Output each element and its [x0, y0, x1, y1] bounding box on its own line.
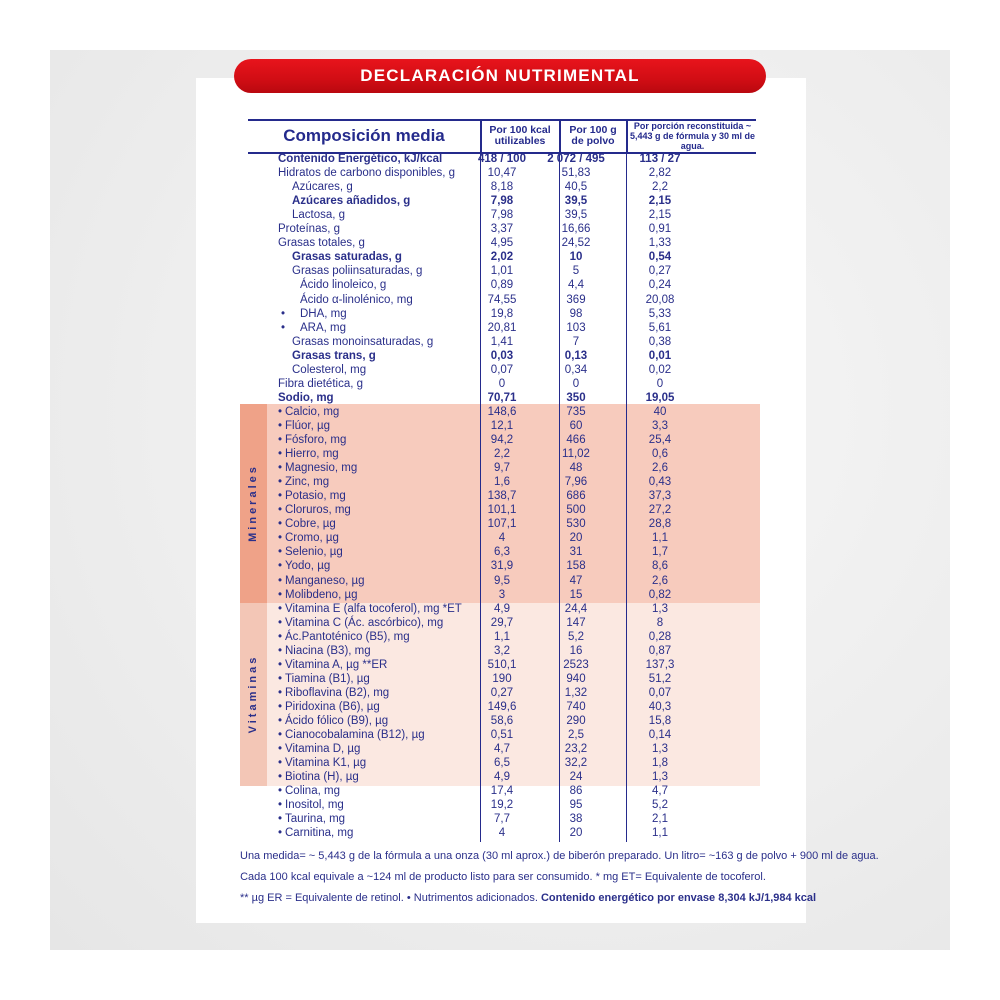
header-divider [559, 119, 561, 154]
nutrient-name: Vitamina C (Ác. ascórbico), mg [285, 617, 444, 629]
value-v1: 19,8 [490, 308, 514, 320]
value-v1: 101,1 [487, 504, 517, 516]
nutrient-name: Grasas monoinsaturadas, g [292, 336, 434, 348]
value-v3: 2,1 [652, 813, 668, 825]
value-v2: 15 [569, 589, 583, 601]
value-v2: 31 [569, 546, 583, 558]
value-v3: 1,3 [652, 743, 668, 755]
nutrient-name: Cloruros, mg [285, 504, 351, 516]
value-v1: 138,7 [487, 490, 517, 502]
value-v1: 20,81 [487, 322, 517, 334]
header-per-portion: Por porción reconstituida ~ 5,443 g de fórmula y 30 ml de agua. [629, 121, 756, 151]
nutrient-name: Taurina, mg [285, 813, 346, 825]
value-v2: 735 [566, 406, 586, 418]
value-v3: 137,3 [645, 659, 675, 671]
value-v1: 94,2 [490, 434, 514, 446]
nutrient-name: Vitamina D, µg [285, 743, 361, 755]
value-v2: 48 [569, 462, 583, 474]
value-v1: 1,01 [490, 265, 514, 277]
nutrient-name: Calcio, mg [285, 406, 340, 418]
header-divider [480, 119, 482, 154]
value-v3: 20,08 [645, 294, 675, 306]
value-v2: 23,2 [564, 743, 588, 755]
bullet-icon: • [278, 603, 283, 615]
value-v3: 8 [656, 617, 664, 629]
bullet-icon: • [278, 448, 283, 460]
value-v1: 9,5 [494, 575, 510, 587]
vitamins-label: Vitaminas [247, 654, 259, 734]
value-v2: 530 [566, 518, 586, 530]
value-v2: 11,02 [562, 448, 590, 460]
value-v1: 418 / 100 [478, 153, 526, 165]
value-v1: 70,71 [487, 392, 517, 404]
nutrient-name: Yodo, µg [285, 560, 331, 572]
value-v3: 8,6 [652, 560, 668, 572]
bullet-icon: • [278, 476, 283, 488]
value-v1: 7,98 [490, 195, 514, 207]
value-v3: 27,2 [648, 504, 672, 516]
value-v1: 7,7 [494, 813, 510, 825]
value-v3: 0,38 [648, 336, 672, 348]
value-v1: 0 [498, 378, 506, 390]
value-v1: 29,7 [490, 617, 514, 629]
value-v2: 103 [566, 322, 586, 334]
bullet-icon: • [278, 785, 283, 797]
value-v1: 1,6 [494, 476, 510, 488]
nutrient-name: Ác.Pantoténico (B5), mg [285, 631, 410, 643]
value-v1: 149,6 [487, 701, 517, 713]
value-v1: 510,1 [487, 659, 517, 671]
value-v1: 12,1 [490, 420, 514, 432]
value-v3: 4,7 [652, 785, 668, 797]
value-v2: 686 [566, 490, 586, 502]
nutrient-name: Flúor, µg [285, 420, 330, 432]
nutrient-name: Cobre, µg [285, 518, 336, 530]
nutrient-name: Tiamina (B1), µg [285, 673, 370, 685]
nutrient-name: Vitamina E (alfa tocoferol), mg *ET [285, 603, 462, 615]
bullet-icon: • [281, 322, 286, 334]
value-v3: 3,3 [652, 420, 668, 432]
value-v1: 4,9 [494, 603, 510, 615]
nutrient-name: Biotina (H), µg [285, 771, 359, 783]
value-v3: 1,8 [652, 757, 668, 769]
value-v2: 24 [569, 771, 583, 783]
value-v2: 10 [569, 251, 583, 263]
value-v2: 940 [566, 673, 586, 685]
value-v2: 2 072 / 495 [547, 153, 605, 165]
value-v2: 0 [572, 378, 580, 390]
value-v1: 4,95 [490, 237, 514, 249]
nutrient-name: Selenio, µg [285, 546, 343, 558]
value-v3: 37,3 [648, 490, 672, 502]
value-v3: 2,15 [648, 195, 672, 207]
value-v2: 158 [566, 560, 586, 572]
value-v3: 0,14 [648, 729, 672, 741]
bullet-icon: • [278, 589, 283, 601]
value-v2: 0,13 [564, 350, 588, 362]
nutrient-name: Hierro, mg [285, 448, 339, 460]
nutrient-name: Niacina (B3), mg [285, 645, 371, 657]
header-divider [626, 119, 628, 154]
value-v3: 40,3 [648, 701, 672, 713]
nutrient-name: Molibdeno, µg [285, 589, 358, 601]
value-v2: 39,5 [564, 195, 588, 207]
value-v1: 58,6 [490, 715, 514, 727]
value-v2: 20 [569, 532, 583, 544]
nutrient-name: Proteínas, g [278, 223, 341, 235]
value-v1: 7,98 [490, 209, 514, 221]
nutrient-name: Ácido fólico (B9), µg [285, 715, 389, 727]
value-v3: 0,27 [648, 265, 672, 277]
bullet-icon: • [278, 715, 283, 727]
value-v3: 0,82 [648, 589, 672, 601]
value-v2: 60 [569, 420, 583, 432]
nutrient-name: Cromo, µg [285, 532, 339, 544]
nutrient-name: Carnitina, mg [285, 827, 354, 839]
nutrient-name: Ácido α-linolénico, mg [300, 294, 413, 306]
nutrient-name: Zinc, mg [285, 476, 330, 488]
bullet-icon: • [278, 462, 283, 474]
value-v2: 466 [566, 434, 586, 446]
value-v1: 74,55 [487, 294, 517, 306]
footer-line-2: Cada 100 kcal equivale a ~124 ml de producto listo para ser consumido. * mg ET= Equivalente de tocoferol. [240, 871, 766, 883]
value-v3: 1,1 [652, 827, 668, 839]
nutrient-name: Grasas totales, g [278, 237, 365, 249]
value-v3: 113 / 27 [639, 153, 681, 165]
value-v2: 5,2 [568, 631, 584, 643]
value-v3: 0,07 [648, 687, 672, 699]
bullet-icon: • [278, 701, 283, 713]
nutrient-name: Colina, mg [285, 785, 340, 797]
value-v1: 0,07 [490, 364, 514, 376]
bullet-icon: • [278, 799, 283, 811]
value-v2: 2523 [563, 659, 589, 671]
value-v3: 1,1 [652, 532, 668, 544]
value-v1: 0,27 [490, 687, 514, 699]
value-v2: 1,32 [564, 687, 588, 699]
value-v1: 9,7 [494, 462, 510, 474]
value-v3: 1,3 [652, 603, 668, 615]
value-v2: 5 [572, 265, 580, 277]
value-v1: 4 [498, 532, 506, 544]
value-v2: 16 [569, 645, 583, 657]
nutrient-name: Ácido linoleico, g [300, 279, 387, 291]
footer-line-1: Una medida= ~ 5,443 g de la fórmula a una onza (30 ml aprox.) de biberón preparado. Un litro= ~163 g de polvo + 900 ml de agua. [240, 850, 879, 862]
value-v3: 0 [656, 378, 664, 390]
nutrient-name: Sodio, mg [278, 392, 334, 404]
nutrient-name: Vitamina A, µg **ER [285, 659, 388, 671]
value-v2: 7 [572, 336, 580, 348]
page-title: DECLARACIÓN NUTRIMENTAL [234, 59, 766, 93]
value-v2: 40,5 [564, 181, 588, 193]
value-v3: 1,33 [648, 237, 672, 249]
bullet-icon: • [278, 560, 283, 572]
bullet-icon: • [278, 420, 283, 432]
value-v3: 51,2 [648, 673, 672, 685]
value-v3: 25,4 [648, 434, 672, 446]
value-v2: 38 [569, 813, 583, 825]
bullet-icon: • [278, 827, 283, 839]
value-v1: 10,47 [487, 167, 517, 179]
value-v3: 1,3 [652, 771, 668, 783]
nutrient-name: Fibra dietética, g [278, 378, 364, 390]
value-v3: 2,6 [652, 462, 668, 474]
bullet-icon: • [278, 729, 283, 741]
value-v2: 32,2 [564, 757, 588, 769]
value-v1: 3,37 [490, 223, 514, 235]
value-v2: 369 [566, 294, 586, 306]
value-v2: 95 [569, 799, 583, 811]
nutrient-name: Inositol, mg [285, 799, 344, 811]
value-v2: 24,4 [564, 603, 588, 615]
value-v2: 290 [566, 715, 586, 727]
value-v2: 4,4 [568, 279, 584, 291]
nutrient-name: Contenido Energético, kJ/kcal [278, 153, 443, 165]
nutrient-name: Colesterol, mg [292, 364, 367, 376]
value-v1: 31,9 [490, 560, 514, 572]
bullet-icon: • [281, 308, 286, 320]
bullet-icon: • [278, 813, 283, 825]
bullet-icon: • [278, 575, 283, 587]
value-v1: 2,02 [490, 251, 514, 263]
value-v3: 40 [653, 406, 667, 418]
value-v1: 17,4 [490, 785, 514, 797]
header-composicion: Composición media [283, 126, 445, 145]
bullet-icon: • [278, 743, 283, 755]
value-v1: 2,2 [494, 448, 510, 460]
value-v3: 19,05 [645, 392, 675, 404]
value-v2: 98 [569, 308, 583, 320]
value-v3: 2,82 [648, 167, 672, 179]
nutrient-name: Riboflavina (B2), mg [285, 687, 390, 699]
nutrient-name: Azúcares añadidos, g [292, 195, 411, 207]
value-v1: 8,18 [490, 181, 514, 193]
value-v2: 24,52 [561, 237, 591, 249]
value-v2: 7,96 [564, 476, 588, 488]
value-v3: 5,33 [648, 308, 672, 320]
bullet-icon: • [278, 546, 283, 558]
nutrient-name: ARA, mg [300, 322, 347, 334]
value-v1: 3 [498, 589, 506, 601]
minerals-label: Minerales [247, 464, 259, 542]
value-v2: 39,5 [564, 209, 588, 221]
value-v1: 4 [498, 827, 506, 839]
value-v3: 5,61 [648, 322, 672, 334]
header-per-100kcal: Por 100 kcal utilizables [489, 124, 551, 147]
value-v2: 147 [566, 617, 586, 629]
footer-note: ** µg ER = Equivalente de retinol. • Nutrimentos adicionados. [240, 892, 538, 904]
value-v1: 1,1 [494, 631, 510, 643]
nutrient-name: Hidratos de carbono disponibles, g [278, 167, 456, 179]
bullet-icon: • [278, 645, 283, 657]
nutrient-name: Magnesio, mg [285, 462, 358, 474]
bullet-icon: • [278, 490, 283, 502]
value-v1: 0,51 [490, 729, 514, 741]
value-v1: 190 [492, 673, 512, 685]
nutrient-name: Cianocobalamina (B12), µg [285, 729, 425, 741]
value-v2: 350 [566, 392, 586, 404]
value-v1: 107,1 [487, 518, 517, 530]
bullet-icon: • [278, 673, 283, 685]
value-v3: 0,87 [648, 645, 672, 657]
bullet-icon: • [278, 617, 283, 629]
bullet-icon: • [278, 532, 283, 544]
value-v3: 28,8 [648, 518, 672, 530]
nutrient-name: Grasas trans, g [292, 350, 376, 362]
footer-line-3 [240, 891, 817, 905]
value-v3: 5,2 [652, 799, 668, 811]
value-v3: 2,15 [648, 209, 672, 221]
value-v1: 3,2 [494, 645, 510, 657]
value-v3: 0,24 [648, 279, 672, 291]
value-v2: 51,83 [561, 167, 591, 179]
value-v3: 0,91 [648, 223, 672, 235]
value-v1: 148,6 [487, 406, 517, 418]
nutrient-name: DHA, mg [300, 308, 347, 320]
value-v2: 20 [569, 827, 583, 839]
value-v2: 16,66 [561, 223, 591, 235]
value-v1: 6,3 [494, 546, 510, 558]
value-v2: 500 [566, 504, 586, 516]
nutrient-name: Azúcares, g [292, 181, 353, 193]
value-v1: 6,5 [494, 757, 510, 769]
value-v3: 2,2 [652, 181, 668, 193]
bullet-icon: • [278, 631, 283, 643]
bullet-icon: • [278, 504, 283, 516]
value-v1: 0,03 [490, 350, 514, 362]
value-v1: 4,7 [494, 743, 510, 755]
value-v3: 15,8 [648, 715, 672, 727]
value-v2: 47 [569, 575, 583, 587]
value-v3: 0,28 [648, 631, 672, 643]
value-v2: 740 [566, 701, 586, 713]
nutrient-name: Potasio, mg [285, 490, 346, 502]
bullet-icon: • [278, 757, 283, 769]
value-v3: 0,01 [648, 350, 672, 362]
value-v3: 0,6 [652, 448, 668, 460]
nutrient-name: Vitamina K1, µg [285, 757, 367, 769]
value-v1: 1,41 [490, 336, 514, 348]
nutrient-name: Lactosa, g [292, 209, 346, 221]
value-v3: 0,43 [648, 476, 672, 488]
nutrient-name: Piridoxina (B6), µg [285, 701, 380, 713]
nutrient-name: Manganeso, µg [285, 575, 365, 587]
bullet-icon: • [278, 771, 283, 783]
bullet-icon: • [278, 518, 283, 530]
bullet-icon: • [278, 406, 283, 418]
value-v2: 86 [569, 785, 583, 797]
nutrient-name: Grasas poliinsaturadas, g [292, 265, 423, 277]
value-v3: 2,6 [652, 575, 668, 587]
nutrient-name: Grasas saturadas, g [292, 251, 402, 263]
header-per-100g: Por 100 g de polvo [569, 124, 617, 147]
value-v1: 4,9 [494, 771, 510, 783]
nutrient-name: Fósforo, mg [285, 434, 347, 446]
bullet-icon: • [278, 687, 283, 699]
value-v3: 0,54 [648, 251, 672, 263]
footer-energy-total: Contenido energético por envase 8,304 kJ/1,984 kcal [540, 892, 817, 904]
value-v1: 0,89 [490, 279, 514, 291]
bullet-icon: • [278, 434, 283, 446]
value-v3: 1,7 [652, 546, 668, 558]
value-v2: 0,34 [564, 364, 588, 376]
value-v3: 0,02 [648, 364, 672, 376]
bullet-icon: • [278, 659, 283, 671]
value-v1: 19,2 [490, 799, 514, 811]
value-v2: 2,5 [568, 729, 584, 741]
